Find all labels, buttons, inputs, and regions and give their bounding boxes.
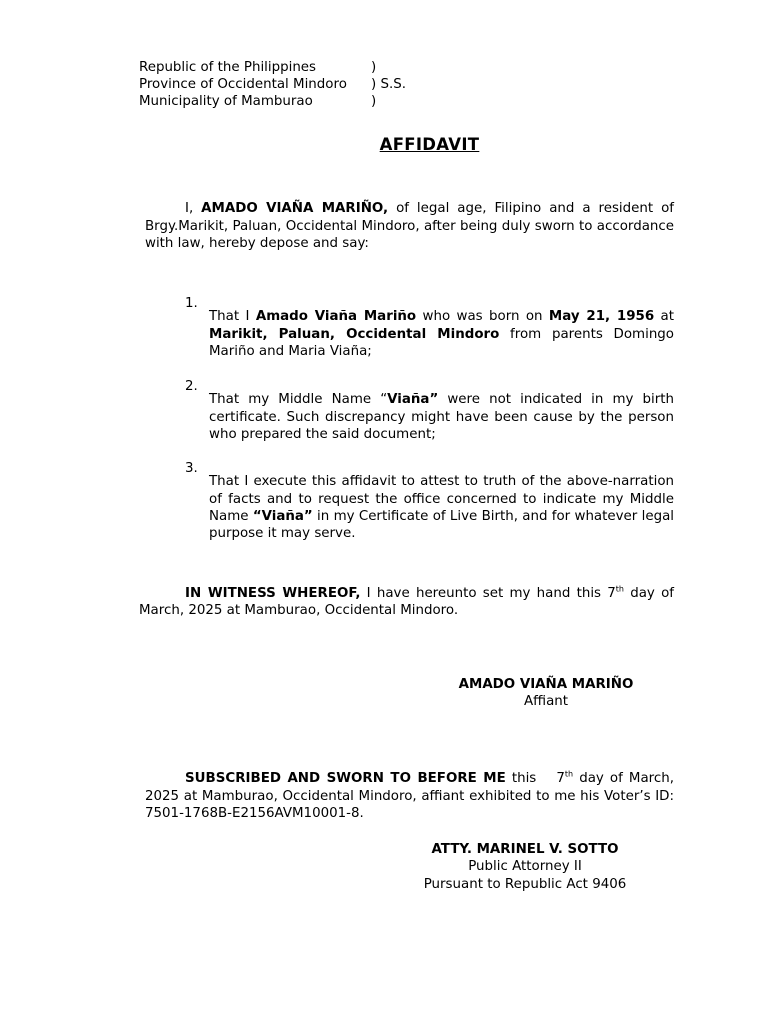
text-segment: I have hereunto set my hand this 7 — [360, 586, 616, 601]
text-segment: this — [505, 771, 543, 787]
bold-segment: Amado Viaña Mariño — [255, 309, 417, 325]
caption-row-province — [139, 76, 406, 93]
notary-signature-block — [404, 841, 646, 893]
document-title: AFFIDAVIT — [379, 135, 480, 154]
caption-left: Municipality of Mamburao — [139, 94, 313, 109]
caption-row-municipality — [139, 93, 376, 110]
list-item-number: 2. — [185, 379, 198, 394]
list-item-number: 3. — [185, 461, 198, 476]
text-segment: day of March, 2025 at Mamburao, Occidental Mindoro. — [139, 586, 675, 619]
intro-paragraph — [145, 200, 674, 252]
ordinal-suffix: th — [564, 769, 574, 779]
text-segment: That I execute this affidavit to attest to truth of the above-narration of facts and to request the office concerned to indicate my Middle Name — [209, 474, 674, 524]
caption-left: Republic of the Philippines — [139, 60, 317, 75]
caption-left: Province of Occidental Mindoro — [139, 77, 347, 92]
intro-text: of legal age, Filipino and a resident of Brgy.Marikit, Paluan, Occidental Mindoro, after being duly sworn to accordance with law, hereby depose and say: — [145, 201, 674, 251]
bold-segment: Marikit, Paluan, Occidental Mindoro — [209, 326, 500, 342]
jurat-paragraph — [145, 770, 674, 822]
text-segment: from parents Domingo Mariño and Maria Viaña; — [209, 326, 674, 359]
list-item-text — [209, 391, 674, 443]
text-segment: That my Middle Name “ — [209, 392, 388, 408]
affiant-signature-block — [430, 676, 662, 711]
list-item-number: 1. — [185, 296, 198, 311]
affiant-name-inline: AMADO VIAÑA MARIÑO, — [201, 201, 389, 217]
caption-right: ) — [371, 94, 377, 109]
text-segment: who was born on — [416, 309, 549, 325]
affiant-name: AMADO VIAÑA MARIÑO — [458, 677, 634, 692]
ordinal-suffix: th — [615, 584, 624, 594]
notary-position: Public Attorney II — [468, 859, 582, 875]
notary-name: ATTY. MARINEL V. SOTTO — [431, 842, 619, 857]
bold-segment: “Viaña” — [252, 508, 313, 524]
text-segment: were not indicated in my birth certificate. Such discrepancy might have been cause by the person who prepared the said document; — [209, 392, 675, 442]
text-segment: in my Certificate of Live Birth, and for whatever legal purpose it may serve. — [209, 508, 674, 542]
caption-row-republic — [139, 59, 376, 76]
text-segment: at — [654, 309, 674, 325]
bold-segment: May 21, 1956 — [548, 309, 655, 325]
jurat-heading: SUBSCRIBED AND SWORN TO BEFORE ME — [185, 771, 506, 787]
bold-segment: Viaña” — [387, 392, 439, 408]
text-segment: day of March, 2025 at Mamburao, Occidental Mindoro, affiant exhibited to me his Voter’s ID: 7501-1768B-E2156AVM10001-8. — [145, 771, 674, 821]
list-item-text — [209, 308, 674, 360]
text-segment: That I — [209, 309, 256, 325]
caption-right: ) S.S. — [371, 77, 406, 92]
witness-heading: IN WITNESS WHEREOF, — [185, 586, 361, 601]
affiant-role: Affiant — [523, 694, 569, 710]
witness-paragraph — [139, 585, 674, 620]
notary-authority: Pursuant to Republic Act 9406 — [423, 876, 627, 892]
jurat-day: 7 — [556, 771, 565, 787]
list-item-text — [209, 473, 674, 542]
intro-prefix: I, — [185, 201, 202, 217]
caption-right: ) — [371, 60, 377, 75]
